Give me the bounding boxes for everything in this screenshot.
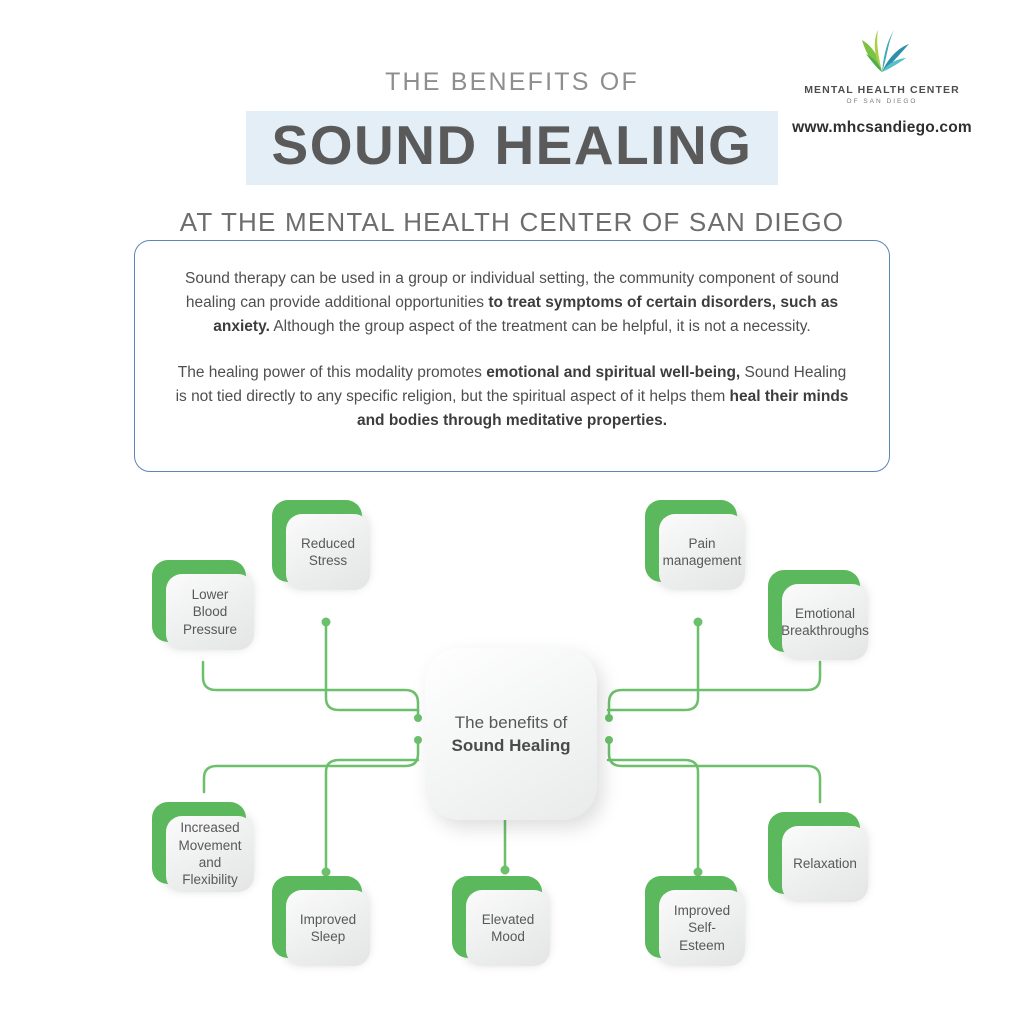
benefit-node-pain-management[interactable]: [645, 500, 742, 582]
intro-p2-part1: The healing power of this modality promotes: [177, 364, 487, 382]
benefits-diagram: [0, 472, 1024, 1024]
page-subtitle: AT THE MENTAL HEALTH CENTER OF SAN DIEGO: [179, 206, 845, 237]
intro-p1-bold: to treat symptoms of certain disorders, such as anxiety.: [213, 294, 839, 336]
intro-paragraph-1: [171, 267, 853, 339]
node-label: Pain management: [659, 514, 745, 590]
diagram-center-node[interactable]: [425, 648, 597, 820]
title-kicker: THE BENEFITS OF: [385, 68, 639, 96]
center-label-line2: Sound Healing: [451, 735, 571, 755]
intro-text-box: [134, 240, 890, 472]
node-label: Increased Movement and Flexibility: [166, 816, 254, 892]
title-highlight-band: [246, 111, 779, 185]
intro-p2-bold-2: heal their minds and bodies through meditative properties.: [356, 388, 849, 430]
benefit-node-relaxation[interactable]: [768, 812, 860, 894]
benefit-node-emotional-breakthroughs[interactable]: [768, 570, 869, 652]
benefit-node-improved-self-esteem[interactable]: [645, 876, 737, 958]
intro-p2-part2: Sound Healing is not tied directly to any specific religion, but the spiritual aspect of it helps them: [175, 364, 847, 406]
logo-subname: OF SAN DIEGO: [846, 98, 918, 105]
intro-paragraph-2: [171, 361, 853, 433]
benefit-node-improved-sleep[interactable]: [272, 876, 362, 958]
website-url[interactable]: www.mhcsandiego.com: [792, 119, 972, 136]
center-face: [425, 648, 597, 820]
benefit-node-increased-movement[interactable]: [152, 802, 246, 888]
center-label-line1: The benefits of: [454, 712, 568, 732]
intro-p2-bold-1: emotional and spiritual well-being,: [486, 364, 741, 382]
benefit-node-elevated-mood[interactable]: [452, 876, 542, 958]
node-label: Elevated Mood: [466, 890, 550, 966]
logo-name: MENTAL HEALTH CENTER: [804, 84, 960, 96]
benefit-node-reduced-stress[interactable]: [272, 500, 362, 582]
page-title: SOUND HEALING: [271, 114, 753, 176]
node-label: Improved Sleep: [286, 890, 370, 966]
node-label: Lower Blood Pressure: [166, 574, 254, 650]
node-label: Emotional Breakthroughs: [782, 584, 868, 660]
node-label: Improved Self-Esteem: [659, 890, 745, 966]
benefit-node-lower-blood-pressure[interactable]: [152, 560, 246, 642]
intro-p1-part1: Sound therapy can be used in a group or individual setting, the community component of sound healing can provide additional opportunities: [185, 270, 839, 312]
leaf-burst-logo-icon: [847, 26, 917, 78]
brand-logo[interactable]: [762, 26, 1002, 137]
intro-p1-part2: Although the group aspect of the treatment can be helpful, it is not a necessity.: [269, 318, 811, 336]
node-label: Reduced Stress: [286, 514, 370, 590]
node-label: Relaxation: [782, 826, 868, 902]
page-header: [0, 0, 1024, 235]
